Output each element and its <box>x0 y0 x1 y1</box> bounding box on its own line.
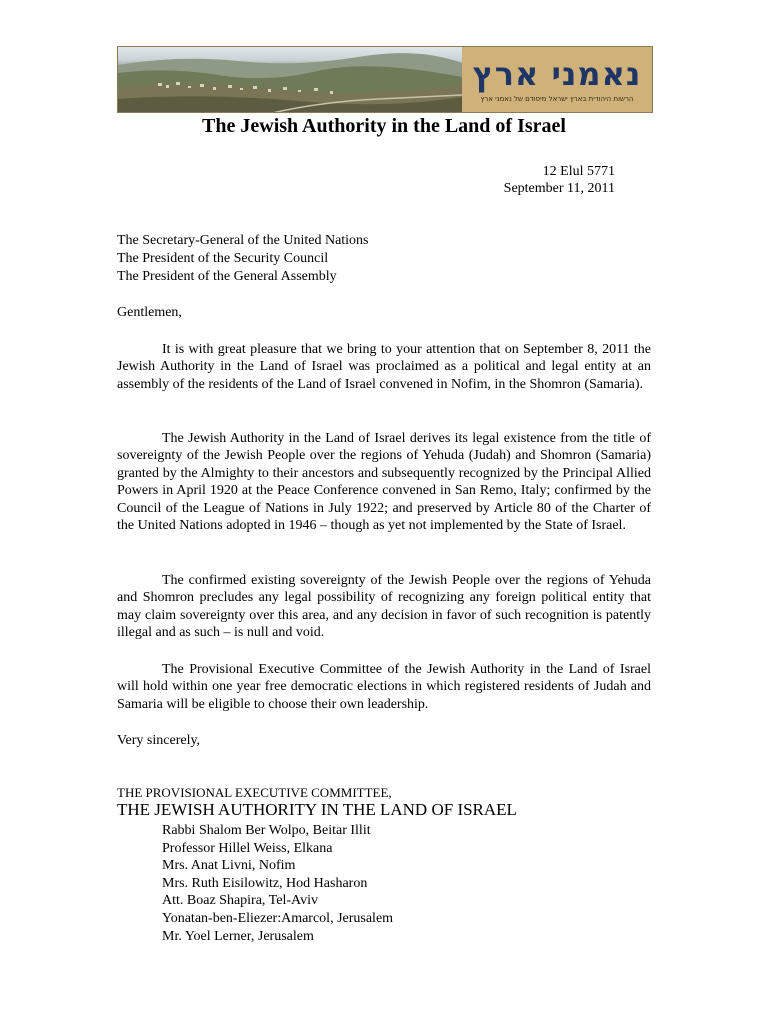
member-item: Yonatan-ben-Eliezer:Amarcol, Jerusalem <box>162 910 394 926</box>
date-gregorian: September 11, 2011 <box>503 181 615 196</box>
authority-name: THE JEWISH AUTHORITY IN THE LAND OF ISRAEL <box>117 800 517 819</box>
recipient-line: The President of the General Assembly <box>117 269 337 284</box>
recipient-line: The President of the Security Council <box>117 251 329 266</box>
body-paragraph: The confirmed existing sovereignty of the Jewish People over the regions of Yehuda and Shomron precludes any legal possibility of recognizing any foreign political entity that may claim sovereignty over this area, and any decision in favor of such recognition is patently illegal and as such – is null and void. <box>117 573 651 641</box>
logo-subtitle: הרשות היהודית בארץ ישראל מיסודם של נאמני ארץ <box>480 95 634 103</box>
body-paragraph: The Provisional Executive Committee of the Jewish Authority in the Land of Israel will hold within one year free democratic elections in which registered residents of Judah and Samaria will be eligible to choose their own leadership. <box>117 662 651 712</box>
landscape-illustration <box>118 47 462 112</box>
salutation: Gentlemen, <box>117 305 182 320</box>
member-item: Professor Hillel Weiss, Elkana <box>162 840 333 856</box>
closing: Very sincerely, <box>117 733 201 748</box>
document-title: The Jewish Authority in the Land of Israel <box>202 115 566 137</box>
member-item: Mrs. Ruth Eisilowitz, Hod Hasharon <box>162 875 368 891</box>
date-hebrew: 12 Elul 5771 <box>542 164 615 179</box>
member-item: Att. Boaz Shapira, Tel-Aviv <box>162 893 318 909</box>
committee-name: THE PROVISIONAL EXECUTIVE COMMITTEE, <box>117 785 392 800</box>
body-paragraph: The Jewish Authority in the Land of Israel derives its legal existence from the title of sovereignty of the Jewish People over the regions of Yehuda (Judah) and Shomron (Samaria) granted by the Almighty to their ancestors and subsequently recognized by the Principal Allied Powers in April 1920 at the Peace Conference convened in San Remo, Italy; confirmed by the Council of the League of Nations in July 1922; and preserved by Article 80 of the Charter of the United Nations adopted in 1946 – though as yet not implemented by the State of Israel. <box>117 431 651 534</box>
member-item: Mrs. Anat Livni, Nofim <box>162 858 296 874</box>
header-banner <box>117 46 653 113</box>
recipient-line: The Secretary-General of the United Nations <box>117 233 369 248</box>
logo-hebrew-text: נאמני ארץ <box>472 55 642 93</box>
logo <box>462 47 652 112</box>
member-list <box>162 822 393 945</box>
member-item: Rabbi Shalom Ber Wolpo, Beitar Illit <box>162 823 371 838</box>
landscape-photo <box>118 47 462 112</box>
member-item: Mr. Yoel Lerner, Jerusalem <box>162 928 314 944</box>
body-paragraph: It is with great pleasure that we bring to your attention that on September 8, 2011 the Jewish Authority in the Land of Israel was proclaimed as a political and legal entity at an assembly of the residents of the Land of Israel convened in Nofim, in the Shomron (Samaria). <box>117 342 651 392</box>
